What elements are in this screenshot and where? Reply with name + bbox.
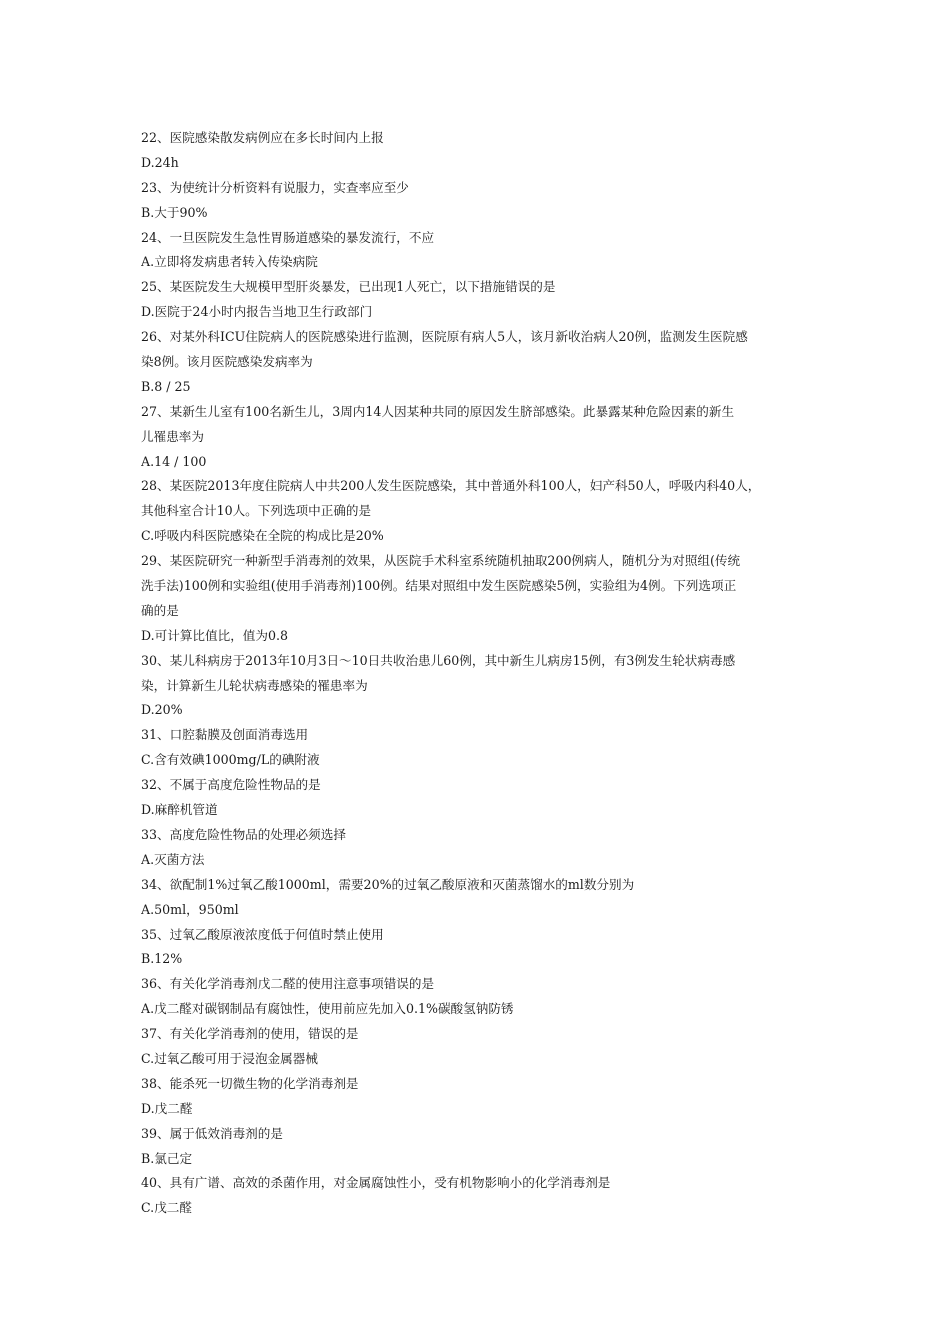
question-25: 25、某医院发生大规模甲型肝炎暴发，已出现1人死亡，以下措施错误的是 xyxy=(141,279,556,295)
question-39: 39、属于低效消毒剂的是 xyxy=(141,1125,283,1141)
question-22: 22、医院感染散发病例应在多长时间内上报 xyxy=(141,130,384,145)
answer-26: B.8 / 25 xyxy=(141,378,191,394)
answer-35: B.12% xyxy=(141,951,183,967)
question-24: 24、一旦医院发生急性胃肠道感染的暴发流行，不应 xyxy=(141,229,435,245)
question-27-cont: 儿罹患率为 xyxy=(141,428,204,444)
question-30: 30、某儿科病房于2013年10月3日～10日共收治患儿60例，其中新生儿病房15例，有3例发生轮状病毒感 xyxy=(141,652,736,668)
answer-29: D.可计算比值比，值为0.8 xyxy=(141,627,289,643)
answer-28: C.呼吸内科医院感染在全院的构成比是20% xyxy=(141,528,384,544)
answer-40: C.戊二醛 xyxy=(141,1200,192,1216)
question-26: 26、对某外科ICU住院病人的医院感染进行监测，医院原有病人5人，该月新收治病人20例，监测发生医院感 xyxy=(141,329,748,345)
answer-23: B.大于90% xyxy=(141,204,208,220)
question-35: 35、过氧乙酸原液浓度低于何值时禁止使用 xyxy=(141,926,384,942)
answer-39: B.氯己定 xyxy=(141,1150,193,1166)
answer-34: A.50ml，950ml xyxy=(141,901,239,917)
question-23: 23、为使统计分析资料有说服力，实查率应至少 xyxy=(141,179,409,195)
question-32: 32、不属于高度危险性物品的是 xyxy=(141,777,321,793)
question-28: 28、某医院2013年度住院病人中共200人发生医院感染，其中普通外科100人，妇产科50人，呼吸内科40人， xyxy=(141,478,761,494)
question-30-cont: 染，计算新生儿轮状病毒感染的罹患率为 xyxy=(141,677,368,693)
question-37: 37、有关化学消毒剂的使用，错误的是 xyxy=(141,1026,359,1042)
answer-25: D.医院于24小时内报告当地卫生行政部门 xyxy=(141,304,373,320)
question-34: 34、欲配制1%过氧乙酸1000ml，需要20%的过氧乙酸原液和灭菌蒸馏水的ml数分别为 xyxy=(141,876,635,892)
question-29-cont: 洗手法)100例和实验组(使用手消毒剂)100例。结果对照组中发生医院感染5例，实验组为4例。下列选项正 xyxy=(141,578,737,594)
question-28-cont: 其他科室合计10人。下列选项中正确的是 xyxy=(141,503,372,519)
answer-30: D.20% xyxy=(141,702,183,718)
answer-37: C.过氧乙酸可用于浸泡金属器械 xyxy=(141,1050,318,1066)
answer-38: D.戊二醛 xyxy=(141,1100,193,1116)
question-40: 40、具有广谱、高效的杀菌作用，对金属腐蚀性小，受有机物影响小的化学消毒剂是 xyxy=(141,1175,611,1191)
answer-24: A.立即将发病患者转入传染病院 xyxy=(141,254,318,270)
answer-32: D.麻醉机管道 xyxy=(141,802,218,818)
question-29: 29、某医院研究一种新型手消毒剂的效果，从医院手术科室系统随机抽取200例病人，随机分为对照组(传统 xyxy=(141,553,741,569)
answer-27: A.14 / 100 xyxy=(141,453,207,469)
answer-33: A.灭菌方法 xyxy=(141,851,205,867)
question-29-cont-2: 确的是 xyxy=(141,602,179,618)
question-38: 38、能杀死一切微生物的化学消毒剂是 xyxy=(141,1075,359,1091)
question-36: 36、有关化学消毒剂戊二醛的使用注意事项错误的是 xyxy=(141,976,435,992)
document-page xyxy=(141,126,831,1221)
question-31: 31、口腔黏膜及创面消毒选用 xyxy=(141,727,309,743)
answer-31: C.含有效碘1000mg/L的碘附液 xyxy=(141,752,320,768)
question-26-cont: 染8例。该月医院感染发病率为 xyxy=(141,354,313,370)
answer-22: D.24h xyxy=(141,154,179,170)
question-27: 27、某新生儿室有100名新生儿，3周内14人因某种共同的原因发生脐部感染。此暴露某种危险因素的新生 xyxy=(141,403,735,419)
answer-36: A.戊二醛对碳钢制品有腐蚀性，使用前应先加入0.1%碳酸氢钠防锈 xyxy=(141,1001,514,1017)
question-33: 33、高度危险性物品的处理必须选择 xyxy=(141,826,346,842)
